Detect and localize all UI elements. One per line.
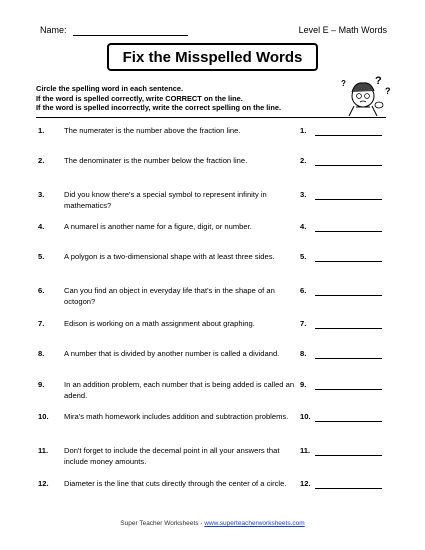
question-text: Diameter is the line that cuts directly through the center of a circle. bbox=[64, 479, 287, 488]
question-number: 2. bbox=[38, 156, 45, 165]
question-text: A number that is divided by another number is called a dividand. bbox=[64, 349, 280, 358]
answer-line[interactable] bbox=[315, 421, 382, 422]
answer-number: 9. bbox=[300, 380, 307, 389]
question-number: 9. bbox=[38, 380, 45, 389]
question-number: 8. bbox=[38, 349, 45, 358]
question-text: Did you know there's a special symbol to represent infinity in mathematics? bbox=[64, 190, 267, 210]
question-number: 6. bbox=[38, 286, 45, 295]
question-number: 10. bbox=[38, 412, 49, 421]
name-line[interactable] bbox=[73, 35, 188, 36]
svg-text:?: ? bbox=[375, 75, 382, 87]
instructions-divider bbox=[36, 117, 386, 118]
answer-line[interactable] bbox=[315, 261, 382, 262]
answer-line[interactable] bbox=[315, 358, 382, 359]
footer-separator: - bbox=[198, 520, 205, 527]
page-title: Fix the Misspelled Words bbox=[107, 43, 318, 71]
question-text: A polygon is a two-dimensional shape with at least three sides. bbox=[64, 252, 275, 261]
question-number: 11. bbox=[38, 446, 49, 455]
name-label: Name: bbox=[40, 25, 67, 35]
answer-line[interactable] bbox=[315, 295, 382, 296]
question-text: Mira's math homework includes addition and subtraction problems. bbox=[64, 412, 289, 421]
question-number: 7. bbox=[38, 319, 45, 328]
footer-brand: Super Teacher Worksheets bbox=[120, 520, 199, 527]
level-label: Level E – Math Words bbox=[298, 25, 387, 35]
footer-link[interactable]: www.superteacherworksheets.com bbox=[204, 520, 305, 527]
answer-number: 12. bbox=[300, 479, 311, 488]
answer-number: 3. bbox=[300, 190, 307, 199]
question-number: 4. bbox=[38, 222, 45, 231]
instruction-line: If the word is spelled incorrectly, write the correct spelling on the line. bbox=[36, 103, 282, 113]
question-text: The denominater is the number below the fraction line. bbox=[64, 156, 248, 165]
question-number: 12. bbox=[38, 479, 49, 488]
answer-number: 11. bbox=[300, 446, 311, 455]
answer-number: 2. bbox=[300, 156, 307, 165]
question-text: In an addition problem, each number that is being added is called an adend. bbox=[64, 380, 295, 400]
answer-line[interactable] bbox=[315, 328, 382, 329]
answer-line[interactable] bbox=[315, 165, 382, 166]
question-text: A numarel is another name for a figure, digit, or number. bbox=[64, 222, 252, 231]
question-number: 5. bbox=[38, 252, 45, 261]
svg-text:?: ? bbox=[341, 79, 346, 88]
question-text: Don't forget to include the decemal point in all your answers that include money amounts. bbox=[64, 446, 280, 466]
answer-number: 4. bbox=[300, 222, 307, 231]
question-text: Can you find an object in everyday life that's in the shape of an octogon? bbox=[64, 286, 275, 306]
answer-number: 5. bbox=[300, 252, 307, 261]
question-number: 3. bbox=[38, 190, 45, 199]
instruction-line: Circle the spelling word in each sentence. bbox=[36, 84, 184, 93]
answer-number: 7. bbox=[300, 319, 307, 328]
svg-text:?: ? bbox=[385, 86, 391, 96]
answer-line[interactable] bbox=[315, 135, 382, 136]
answer-line[interactable] bbox=[315, 389, 382, 390]
answer-number: 10. bbox=[300, 412, 311, 421]
confused-student-icon bbox=[335, 72, 395, 116]
answer-number: 8. bbox=[300, 349, 307, 358]
question-text: The numerater is the number above the fraction line. bbox=[64, 126, 241, 135]
answer-number: 6. bbox=[300, 286, 307, 295]
footer bbox=[0, 520, 425, 527]
question-text: Edison is working on a math assignment about graphing. bbox=[64, 319, 255, 328]
answer-line[interactable] bbox=[315, 199, 382, 200]
answer-line[interactable] bbox=[315, 455, 382, 456]
answer-line[interactable] bbox=[315, 488, 382, 489]
question-number: 1. bbox=[38, 126, 45, 135]
answer-number: 1. bbox=[300, 126, 307, 135]
instruction-line: If the word is spelled correctly, write CORRECT on the line. bbox=[36, 93, 243, 103]
answer-line[interactable] bbox=[315, 231, 382, 232]
instructions bbox=[36, 84, 281, 113]
